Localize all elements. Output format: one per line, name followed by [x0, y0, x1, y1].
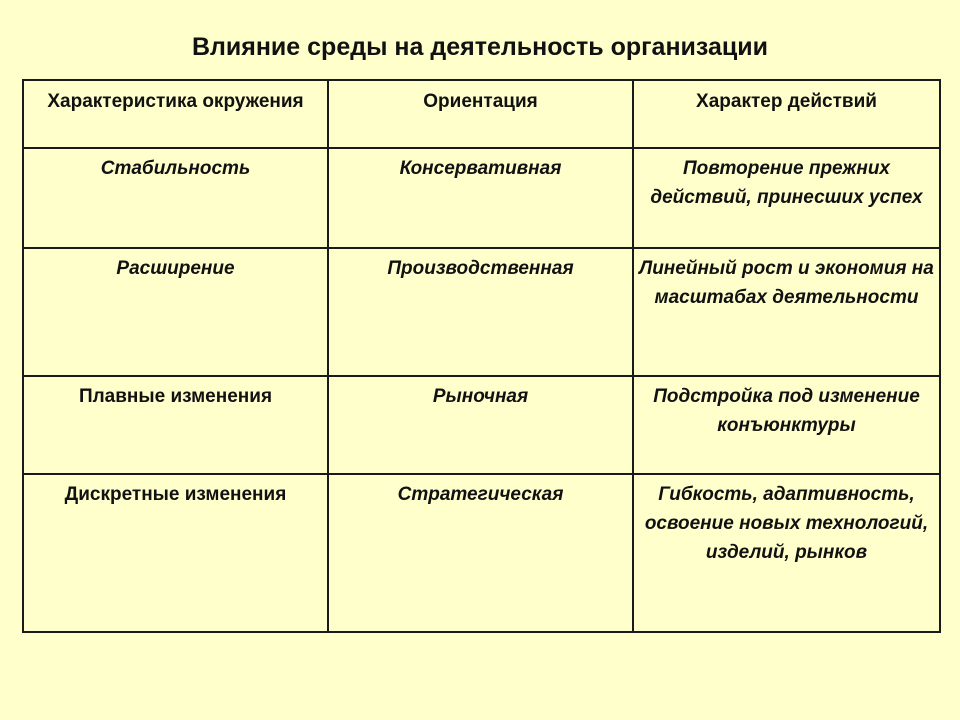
table-row	[23, 148, 940, 248]
cell-orientation: Стратегическая	[328, 474, 633, 632]
cell-orientation: Консервативная	[328, 148, 633, 248]
cell-action: Линейный рост и экономия на масштабах деятельности	[633, 248, 940, 376]
table-row	[23, 376, 940, 474]
cell-action: Повторение прежних действий, принесших успех	[633, 148, 940, 248]
slide-title: Влияние среды на деятельность организации	[191, 33, 769, 61]
cell-environment: Расширение	[23, 248, 328, 376]
cell-orientation: Производственная	[328, 248, 633, 376]
environment-influence-table	[22, 79, 941, 633]
cell-environment: Дискретные изменения	[23, 474, 328, 632]
table-row	[23, 248, 940, 376]
header-orientation: Ориентация	[328, 80, 633, 148]
table-row	[23, 474, 940, 632]
cell-environment: Стабильность	[23, 148, 328, 248]
cell-environment: Плавные изменения	[23, 376, 328, 474]
table-header-row	[23, 80, 940, 148]
cell-action: Подстройка под изменение конъюнктуры	[633, 376, 940, 474]
cell-orientation: Рыночная	[328, 376, 633, 474]
header-action: Характер действий	[633, 80, 940, 148]
cell-action: Гибкость, адаптивность, освоение новых технологий, изделий, рынков	[633, 474, 940, 632]
header-environment: Характеристика окружения	[23, 80, 328, 148]
